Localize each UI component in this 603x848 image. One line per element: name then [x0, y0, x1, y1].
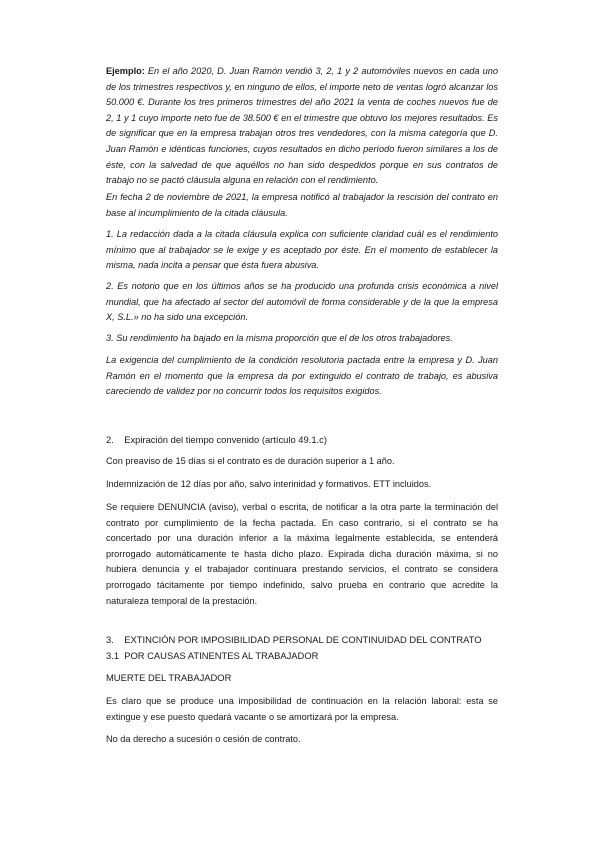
example-paragraph: [106, 64, 498, 189]
section-2-heading: 2. Expiración del tiempo convenido (artículo 49.1.c): [106, 434, 327, 445]
no-succession-paragraph: No da derecho a sucesión o cesión de contrato.: [106, 734, 301, 744]
death-paragraph: Es claro que se produce una imposibilidad de continuación en la relación laboral: esta se extingue y ese puesto quedará vacante o se amortizará por la empresa.: [106, 696, 498, 722]
argument-3-paragraph: 3. Su rendimiento ha bajado en la misma proporción que el de los otros trabajadores.: [106, 333, 453, 343]
section-3-heading: 3. EXTINCIÓN POR IMPOSIBILIDAD PERSONAL DE CONTINUIDAD DEL CONTRATO: [106, 634, 482, 645]
argument-1-paragraph: 1. La redacción dada a la citada cláusula explica con suficiente claridad cuál es el rendimiento mínimo que al trabajador se le exige y es aceptado por éste. En el momento de establecer la misma, nada incita a pensar que ésta fuera abusiva.: [106, 229, 498, 271]
argument-2-paragraph: 2. Es notorio que en los últimos años se ha producido una profunda crisis económica a nivel mundial, que ha afectado al sector del automóvil de forma considerable y de la que la empresa X, S.L.» no ha sido una excepción.: [106, 281, 498, 323]
section-2-denuncia-paragraph: Se requiere DENUNCIA (aviso), verbal o escrita, de notificar a la otra parte la terminación del contrato por cumplimiento de la fecha pactada. En caso contrario, si el contrato se ha concertado por una duración inferior a la máxima legalmente establecida, se entenderá prorrogado automáticamente te hasta dicho plazo. Expirada dicha duración máxima, si no hubiera denuncia y el trabajador continuara prestando servicios, el contrato se considera prorrogado tácitamente por tiempo indefinido, salvo prueba en contrario que acredite la naturaleza temporal de la prestación.: [106, 502, 498, 606]
notification-paragraph: En fecha 2 de noviembre de 2021, la empresa notificó al trabajador la rescisión del contrato en base al incumplimiento de la citada cláusula.: [106, 192, 498, 218]
section-2-notice-paragraph: Con preaviso de 15 días si el contrato es de duración superior a 1 año.: [106, 456, 395, 466]
death-heading: MUERTE DEL TRABAJADOR: [106, 672, 232, 683]
example-intro: En el año 2020, D. Juan Ramón vendió 3, 2, 1 y 2 automóviles nuevos en cada uno de los trimestres respectivos y, en ninguno de ellos, el importe neto de ventas logró alcanzar los 50.000 €. Durante los tres primeros trimestres del año 2021 la venta de coches nuevos fue de 2, 1 y 1 cuyo importe neto fue de 38.500 € en el trimestre que obtuvo los mejores resultados. Es de significar que en la empresa trabajan otros tres vendedores, con la misma categoría que D. Juan Ramón e idénticas funciones, cuyos resultados en dicho período fueron similares a los de éste, con la salvedad de que aquéllos no han sido despedidos porque en sus contratos de trabajo no se pactó cláusula alguna en relación con el rendimiento.: [106, 66, 498, 186]
example-label: Ejemplo:: [106, 66, 145, 76]
section-2-indemnity-paragraph: Indemnización de 12 días por año, salvo interinidad y formativos. ETT incluidos.: [106, 479, 432, 489]
conclusion-paragraph: La exigencia del cumplimiento de la condición resolutoria pactada entre la empresa y D. Juan Ramón en el momento que la empresa da por extinguido el contrato de trabajo, es abusiva careciendo de validez por no concurrir todos los requisitos exigidos.: [106, 355, 498, 397]
section-3-1-heading: 3.1 POR CAUSAS ATINENTES AL TRABAJADOR: [106, 649, 319, 661]
example-block: [106, 64, 498, 189]
